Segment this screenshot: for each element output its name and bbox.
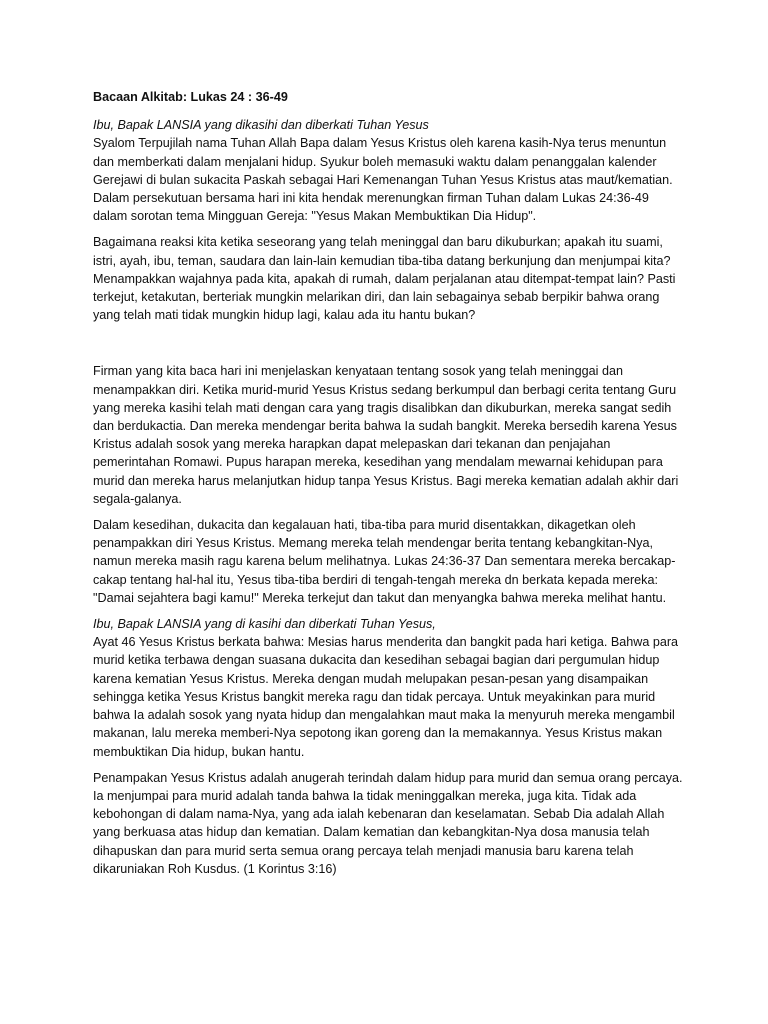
document-page: [93, 88, 683, 886]
paragraph-disciples-grief: Firman yang kita baca hari ini menjelaskan kenyataan tentang sosok yang telah meninggai dan menampakkan diri. Ketika murid-murid Yesus Kristus sedang berkumpul dan berbagi cerita tentang Guru yang mereka kasihi telah mati dengan cara yang tragis disalibkan dan dikuburkan, mereka sangat sedih dan berdukactia. Dan mereka mendengar berita bahwa Ia sudah bangkit. Mereka bersedih karena Yesus Kristus adalah sosok yang mereka harapkan dapat melepaskan dari tekanan dan penjajahan pemerintahan Romawi. Pupus harapan mereka, kesedihan yang mendalam mewarnai kehidupan para murid dan mereka harus melanjutkan hidup tanpa Yesus Kristus. Bagi mereka kematian adalah akhir dari segala-galanya.: [93, 364, 679, 506]
paragraph-appearance: Dalam kesedihan, dukacita dan kegalauan hati, tiba-tiba para murid disentakkan, dikagetkan oleh penampakkan diri Yesus Kristus. Memang mereka telah mendengar berita tentang kebangkitan-Nya, namun mereka masih ragu karena belum melihatnya. Lukas 24:36-37 Dan sementara mereka bercakap-cakap tentang hal-hal itu, Yesus tiba-tiba berdiri di tengah-tengah mereka dn berkata kepada mereka: "Damai sejahtera bagi kamu!" Mereka terkejut dan takut dan menyangka bahwa mereka melihat hantu.: [93, 518, 676, 605]
paragraph-spacer: [93, 332, 683, 362]
greeting-line-1: Ibu, Bapak LANSIA yang dikasihi dan diberkati Tuhan Yesus: [93, 118, 429, 133]
greeting-line-2: Ibu, Bapak LANSIA yang di kasihi dan diberkati Tuhan Yesus,: [93, 617, 436, 632]
paragraph-closing: Penampakan Yesus Kristus adalah anugerah terindah dalam hidup para murid dan semua orang percaya. Ia menjumpai para murid adalah tanda bahwa Ia tidak meninggalkan mereka, juga kita. Tidak ada kebohongan di dalam nama-Nya, yang ada ialah kebenaran dan keselamatan. Sebab Dia adalah Allah yang berkuasa atas hidup dan kematian. Dalam kematian dan kebangkitan-Nya dosa manusia telah dihapuskan dan para murid serta semua orang percaya telah menjadi manusia baru karena telah dikaruniakan Roh Kusdus. (1 Korintus 3:16): [93, 770, 683, 876]
paragraph-reflection-question: Bagaimana reaksi kita ketika seseorang yang telah meninggal dan baru dikuburkan; apakah itu suami, istri, ayah, ibu, teman, saudara dan lain-lain kemudian tiba-tiba datang berkunjung dan menjumpai kita? Menampakkan wajahnya pada kita, apakah di rumah, dalam perjalanan atau ditempat-tempat lain? Pasti terkejut, ketakutan, berteriak mungkin melarikan diri, dan lain sebagainya sebab berpikir bahwa orang yang telah mati tidak mungkin hidup lagi, kalau ada itu hantu bukan?: [93, 235, 676, 323]
paragraph-verse-46: Ayat 46 Yesus Kristus berkata bahwa: Mesias harus menderita dan bangkit pada hari ketiga. Bahwa para murid ketika terbawa dengan suasana dukacita dan kesedihan sebagai bagian dari pergumulan hidup karena kematian Yesus Kristus. Mereka dengan mudah melupakan pesan-pesan yang disampaikan sehingga ketika Yesus Kristus bangkit mereka ragu dan tidak percaya. Untuk meyakinkan para murid bahwa Ia adalah sosok yang nyata hidup dan mengalahkan maut maka Ia menyuruh mereka mengambil makanan, lalu mereka memberi-Nya sepotong ikan goreng dan Ia memakannya. Yesus Kristus makan membuktikan Dia hidup, bukan hantu.: [93, 635, 679, 759]
document-heading: Bacaan Alkitab: Lukas 24 : 36-49: [93, 90, 288, 104]
paragraph-opening: Syalom Terpujilah nama Tuhan Allah Bapa dalam Yesus Kristus oleh karena kasih-Nya terus menuntun dan memberkati dalam menjalani hidup. Syukur boleh memasuki waktu dalam penanggalan kalender Gerejawi di bulan sukacita Paskah sebagai Hari Kemenangan Tuhan Yesus Kristus atas maut/kematian. Dalam persekutuan bersama hari ini kita hendak merenungkan firman Tuhan dalam Lukas 24:36-49 dalam sorotan tema Mingguan Gereja: "Yesus Makan Membuktikan Dia Hidup".: [93, 136, 673, 224]
